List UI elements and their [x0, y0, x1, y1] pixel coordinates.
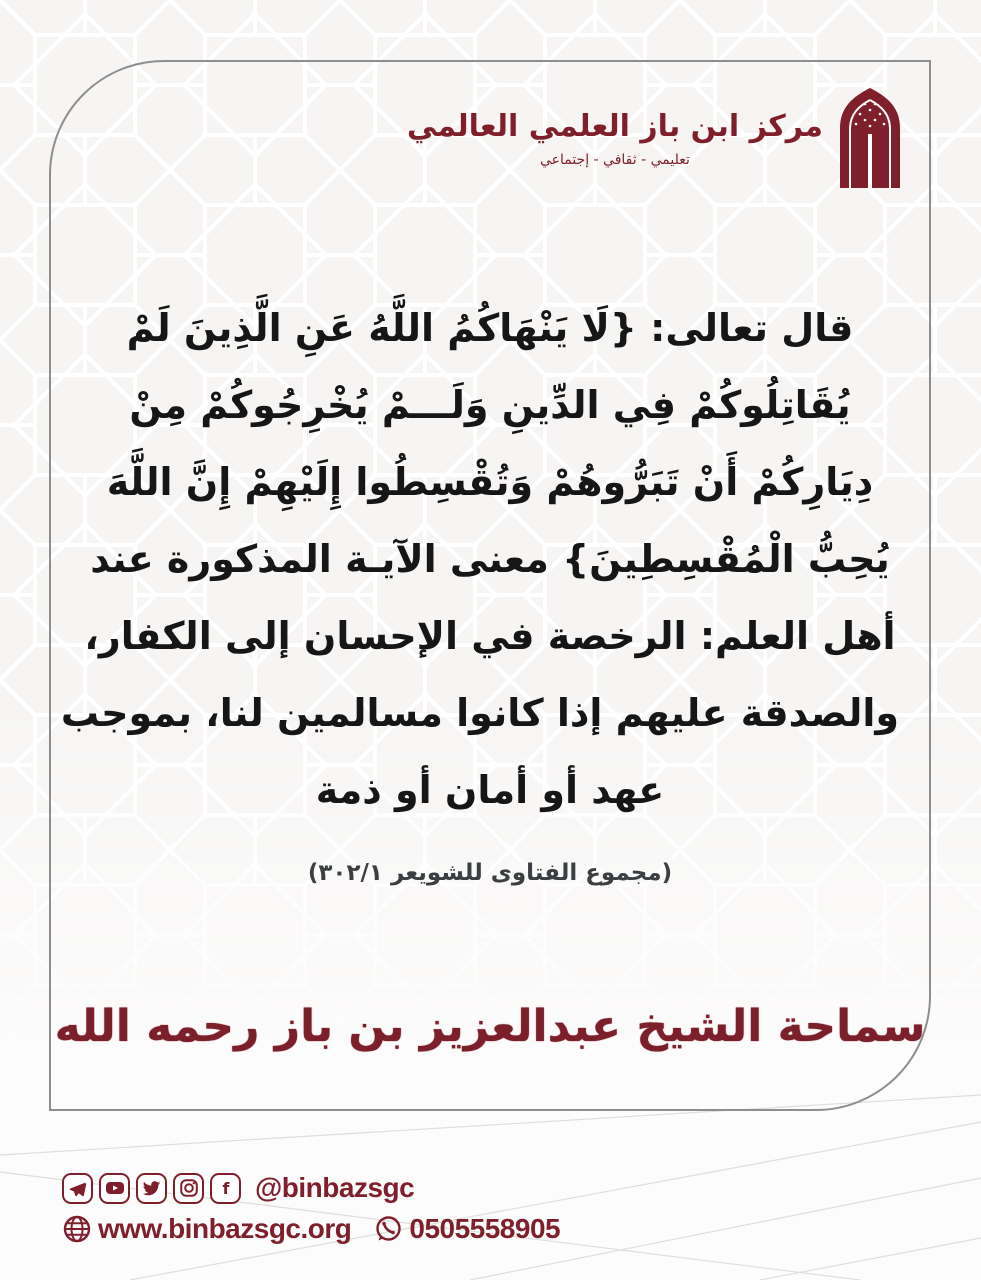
website-url[interactable]: www.binbazsgc.org	[98, 1213, 352, 1244]
social-icons-row	[62, 1172, 560, 1204]
signature-calligraphy: سماحة الشيخ عبدالعزيز بن باز رحمه الله	[54, 1001, 926, 1052]
content-card	[49, 60, 931, 1111]
quote-text	[60, 290, 899, 829]
quote-line: أهل العلم: الرخصة في الإحسان إلى الكفار،	[84, 614, 896, 658]
quote-line: والصدقة عليهم إذا كانوا مسالمين لنا، بموجب	[60, 691, 899, 735]
whatsapp-icon	[373, 1214, 403, 1244]
social-handle[interactable]: @binbazsgc	[255, 1172, 415, 1203]
quote-line: يُقَاتِلُوكُمْ فِي الدِّينِ وَلَـــمْ يُخْرِجُوكُمْ مِنْ	[129, 383, 851, 427]
quote-line: قال تعالى: {لَا يَنْهَاكُمُ اللَّهُ عَنِ الَّذِينَ لَمْ	[126, 306, 854, 350]
quote-line: عهد أو أمان أو ذمة	[315, 768, 665, 812]
quote-line: دِيَارِكُمْ أَنْ تَبَرُّوهُمْ وَتُقْسِطُوا إِلَيْهِمْ إِنَّ اللَّهَ	[106, 460, 874, 504]
quote-citation: (مجموع الفتاوى للشويعر ٣٠٢/١)	[307, 860, 673, 886]
logo-title: مركز ابن باز العلمي العالمي	[406, 108, 823, 144]
svg-text:f: f	[222, 1179, 229, 1198]
phone-number[interactable]: 0505558905	[409, 1213, 561, 1244]
logo	[407, 88, 901, 188]
telegram-icon[interactable]	[62, 1173, 93, 1204]
arch-emblem-icon	[839, 88, 901, 188]
instagram-icon[interactable]	[173, 1173, 204, 1204]
footer	[62, 1172, 560, 1245]
youtube-icon[interactable]	[99, 1173, 130, 1204]
logo-tagline: تعليمي - ثقافي - إجتماعي	[539, 151, 690, 168]
globe-icon	[62, 1214, 92, 1244]
twitter-icon[interactable]	[136, 1173, 167, 1204]
facebook-icon[interactable]	[210, 1173, 241, 1204]
quote-line: يُحِبُّ الْمُقْسِطِينَ} معنى الآيـة المذكورة عند	[90, 537, 890, 581]
